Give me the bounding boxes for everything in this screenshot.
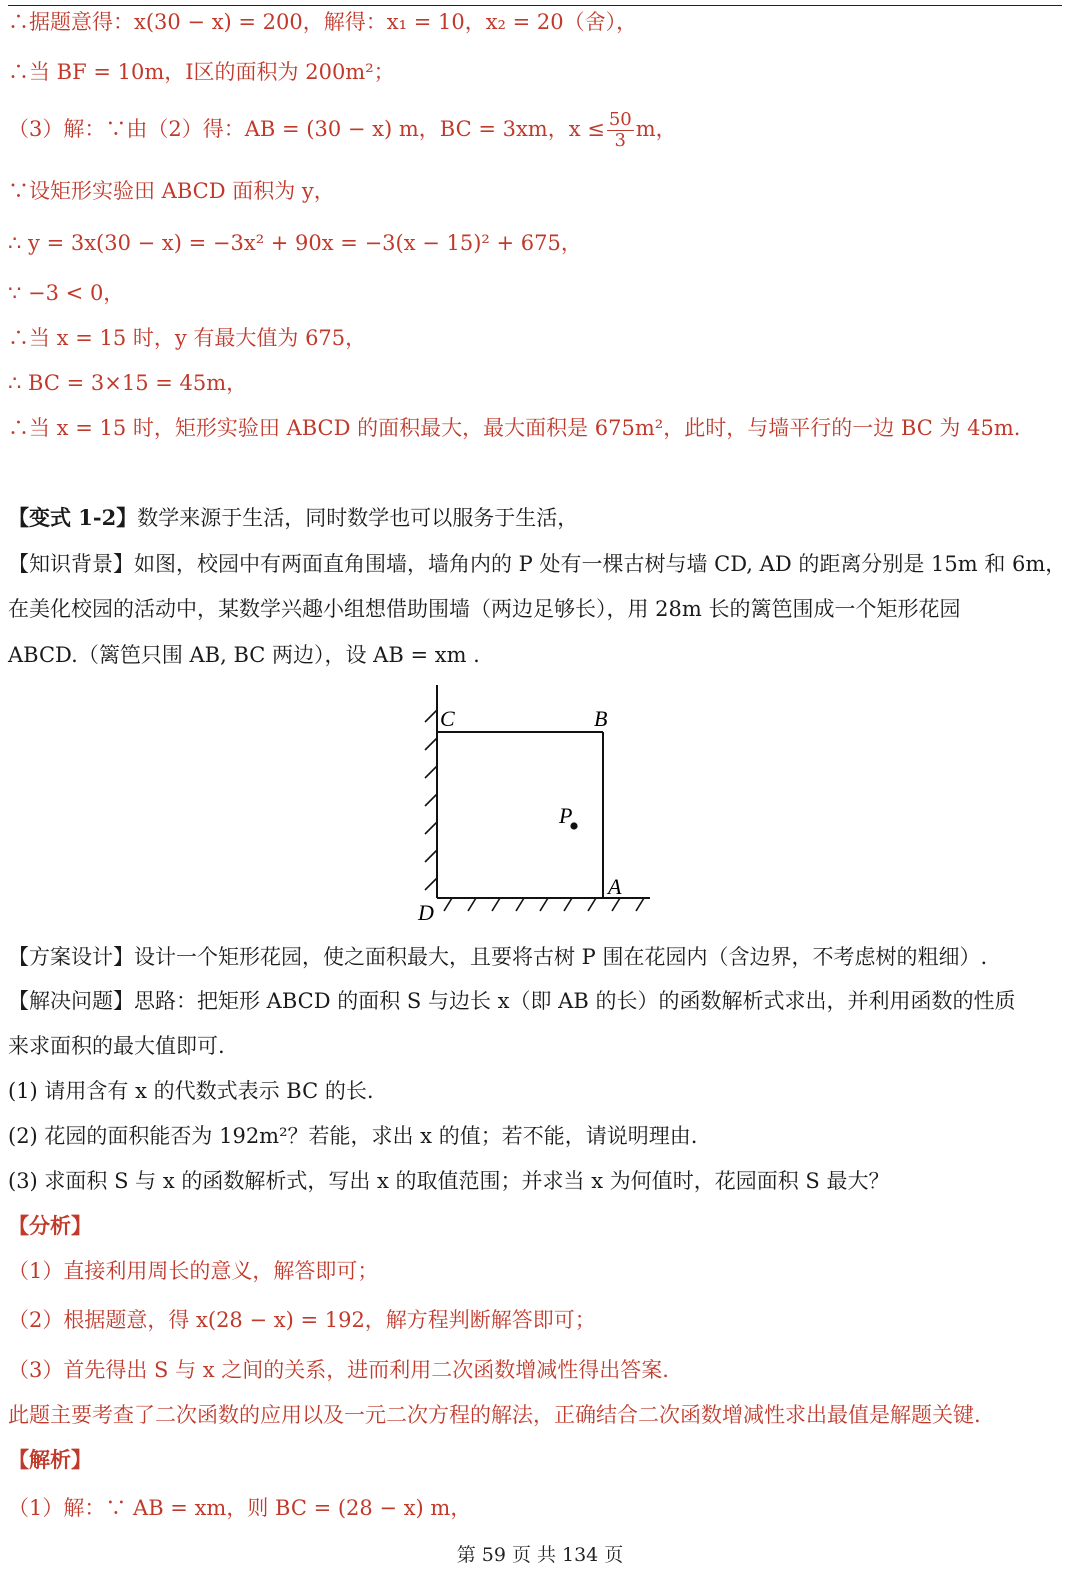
label-c: C xyxy=(440,706,455,731)
fraction-denominator: 3 xyxy=(614,130,626,151)
solution-heading: 【解析】 xyxy=(8,1447,92,1472)
solution-line-1: ∴据题意得：x(30 − x) = 200，解得：x₁ = 10，x₂ = 20（舍）， xyxy=(8,10,638,34)
analysis-line-4: 此题主要考查了二次函数的应用以及一元二次方程的解法，正确结合二次函数增减性求出最值是解题关键. xyxy=(8,1403,981,1427)
question-3: (3) 求面积 S 与 x 的函数解析式，写出 x 的取值范围；并求当 x 为何值时，花园面积 S 最大？ xyxy=(8,1169,890,1193)
footer-suffix: 页 xyxy=(604,1544,624,1566)
background-line-3: ABCD.（篱笆只围 AB, BC 两边），设 AB = xm . xyxy=(8,643,480,667)
problem-tag: 【变式 1-2】 xyxy=(8,505,138,530)
wall-hatching-horizontal xyxy=(444,898,644,911)
background-line-1: 【知识背景】如图，校园中有两面直角围墙，墙角内的 P 处有一棵古树与墙 CD, AD 的距离分别是 15m 和 6m， xyxy=(8,552,1067,576)
solution-line-9: ∴当 x = 15 时，矩形实验田 ABCD 的面积最大，最大面积是 675m²，此时，与墙平行的一边 BC 为 45m. xyxy=(8,416,1021,440)
design-line: 【方案设计】设计一个矩形花园，使之面积最大，且要将古树 P 围在花园内（含边界，不考虑树的粗细）. xyxy=(8,945,988,969)
solution-line-8: ∴ BC = 3×15 = 45m， xyxy=(8,371,248,395)
solution-part1-line: （1）解：∵ AB = xm，则 BC = (28 − x) m， xyxy=(8,1496,472,1520)
analysis-line-2: （2）根据题意，得 x(28 − x) = 192，解方程判断解答即可； xyxy=(8,1308,596,1332)
wall-hatching-vertical xyxy=(425,710,437,890)
footer-mid: 页 共 xyxy=(511,1544,556,1566)
label-a: A xyxy=(608,874,622,899)
question-2: (2) 花园的面积能否为 192m²？若能，求出 x 的值；若不能，请说明理由. xyxy=(8,1124,698,1148)
problem-title xyxy=(8,504,578,532)
garden-diagram xyxy=(400,680,670,925)
solution-line-7: ∴当 x = 15 时，y 有最大值为 675， xyxy=(8,326,367,350)
solution-line-4: ∵设矩形实验田 ABCD 面积为 y， xyxy=(8,179,335,203)
label-p: P xyxy=(559,803,573,828)
solve-line-1: 【解决问题】思路：把矩形 ABCD 的面积 S 与边长 x（即 AB 的长）的函数解析式求出，并利用函数的性质 xyxy=(8,989,1016,1013)
solution-line-3 xyxy=(8,110,677,151)
problem-title-text: 数学来源于生活，同时数学也可以服务于生活， xyxy=(137,506,579,530)
solution-line-3-post: m， xyxy=(635,117,677,141)
analysis-line-3: （3）首先得出 S 与 x 之间的关系，进而利用二次函数增减性得出答案. xyxy=(8,1358,669,1382)
analysis-heading: 【分析】 xyxy=(8,1213,92,1238)
question-1: (1) 请用含有 x 的代数式表示 BC 的长. xyxy=(8,1079,374,1103)
garden-figure xyxy=(400,680,670,925)
footer-total-pages: 134 xyxy=(561,1544,599,1566)
solution-line-2: ∴当 BF = 10m，Ⅰ区的面积为 200m²； xyxy=(8,60,395,84)
background-line-2: 在美化校园的活动中，某数学兴趣小组想借助围墙（两边足够长），用 28m 长的篱笆围成一个矩形花园 xyxy=(8,597,961,621)
fraction-numerator: 50 xyxy=(608,109,632,130)
solve-line-2: 来求面积的最大值即可. xyxy=(8,1034,225,1058)
label-b: B xyxy=(594,706,608,731)
footer-page-number: 59 xyxy=(481,1544,506,1566)
solution-line-5: ∴ y = 3x(30 − x) = −3x² + 90x = −3(x − 15)² + 675， xyxy=(8,231,582,255)
fraction-50-3 xyxy=(607,110,634,151)
analysis-line-1: （1）直接利用周长的意义，解答即可； xyxy=(8,1259,379,1283)
page-footer xyxy=(0,1540,1080,1567)
label-d: D xyxy=(418,900,434,925)
solution-line-6: ∵ −3 < 0， xyxy=(8,281,125,305)
footer-prefix: 第 xyxy=(456,1544,476,1566)
solution-line-3-pre: （3）解：∵由（2）得：AB = (30 − x) m，BC = 3xm，x ≤ xyxy=(8,117,605,141)
top-rule xyxy=(8,5,1062,6)
